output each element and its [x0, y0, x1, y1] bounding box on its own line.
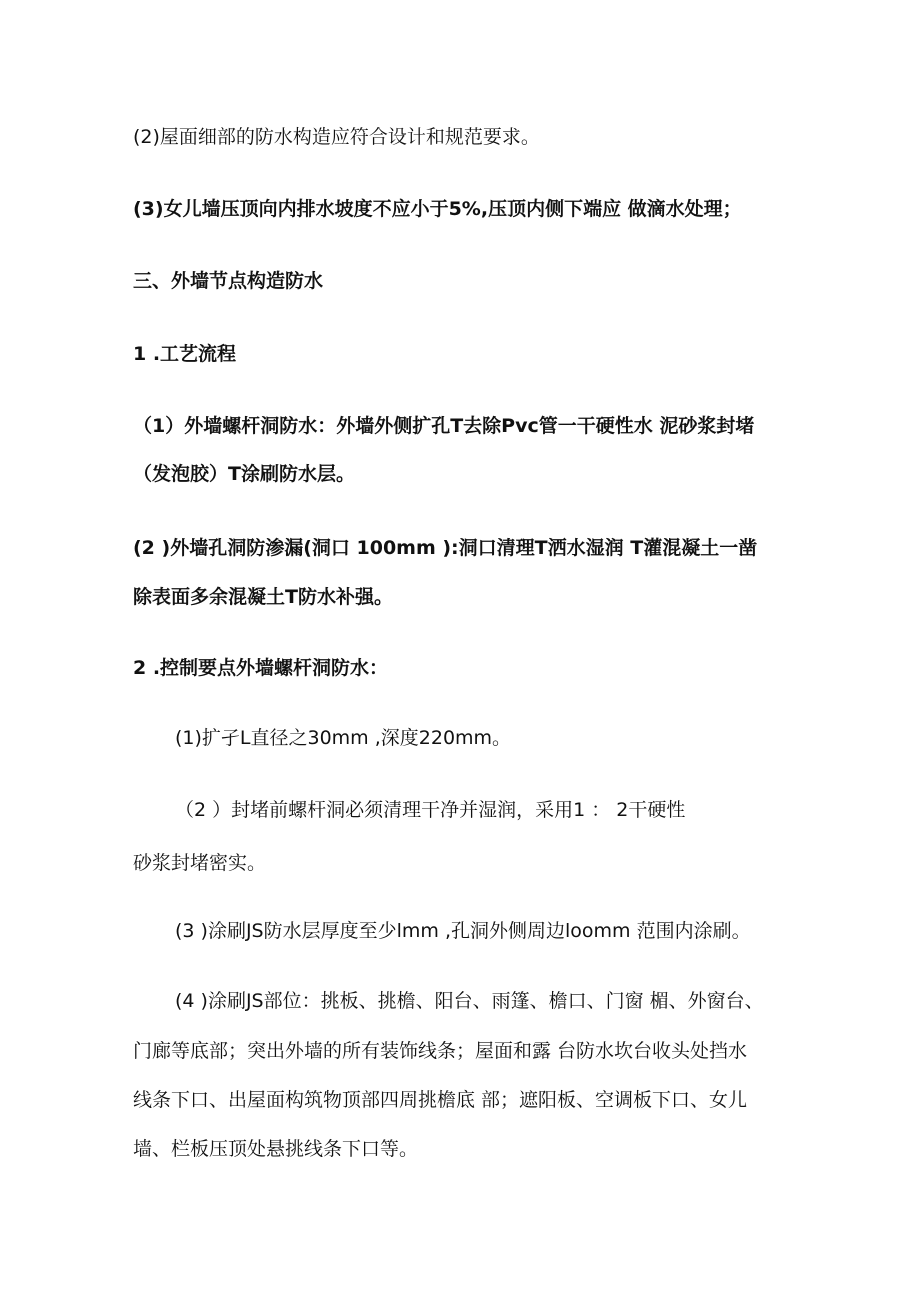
paragraph-wall-opening-line-1: (2 )外墙孔洞防渗漏(洞口 100mm ):洞口清理T洒水湿润 T灌混凝土一凿	[133, 537, 758, 559]
paragraph-sealing-line-1: （2 ）封堵前螺杆洞必须清理干净并湿润，采用1 ： 2干硬性	[175, 799, 686, 821]
paragraph-roof-detail: (2)屋面细部的防水构造应符合设计和规范要求。	[133, 126, 540, 148]
section-heading-exterior-wall: 三、外墙节点构造防水	[133, 270, 324, 292]
paragraph-sealing-line-2: 砂浆封堵密实。	[133, 852, 267, 874]
paragraph-wall-opening-line-2: 除表面多余混凝土T防水补强。	[133, 586, 393, 608]
paragraph-js-locations-line-2: 门廊等底部；突出外墙的所有装饰线条；屋面和露 台防水坎台收头处挡水	[133, 1040, 748, 1062]
paragraph-js-locations-line-1: (4 )涂刷JS部位：挑板、挑檐、阳台、雨篷、檐口、门窗 楣、外窗台、	[175, 990, 764, 1012]
paragraph-js-locations-line-3: 线条下口、出屋面构筑物顶部四周挑檐底 部；遮阳板、空调板下口、女儿	[133, 1089, 748, 1111]
paragraph-hole-diameter: (1)扩孑L直径之30mm ,深度220mm。	[175, 727, 512, 749]
subheading-process-flow: 1 .工艺流程	[133, 343, 237, 365]
paragraph-parapet-slope: (3)女儿墙压顶向内排水坡度不应小于5%,压顶内侧下端应 做滴水处理；	[133, 198, 742, 220]
paragraph-screw-hole-line-1: （1）外墙螺杆洞防水：外墙外侧扩孔T去除Pvc管一干硬性水 泥砂浆封堵	[133, 415, 755, 437]
subheading-control-points: 2 .控制要点外墙螺杆洞防水：	[133, 657, 389, 679]
paragraph-js-thickness: (3 )涂刷JS防水层厚度至少lmm ,孔洞外侧周边loomm 范围内涂刷。	[175, 920, 751, 942]
paragraph-js-locations-line-4: 墙、栏板压顶处悬挑线条下口等。	[133, 1138, 419, 1160]
paragraph-screw-hole-line-2: （发泡胶）T涂刷防水层。	[133, 463, 355, 485]
